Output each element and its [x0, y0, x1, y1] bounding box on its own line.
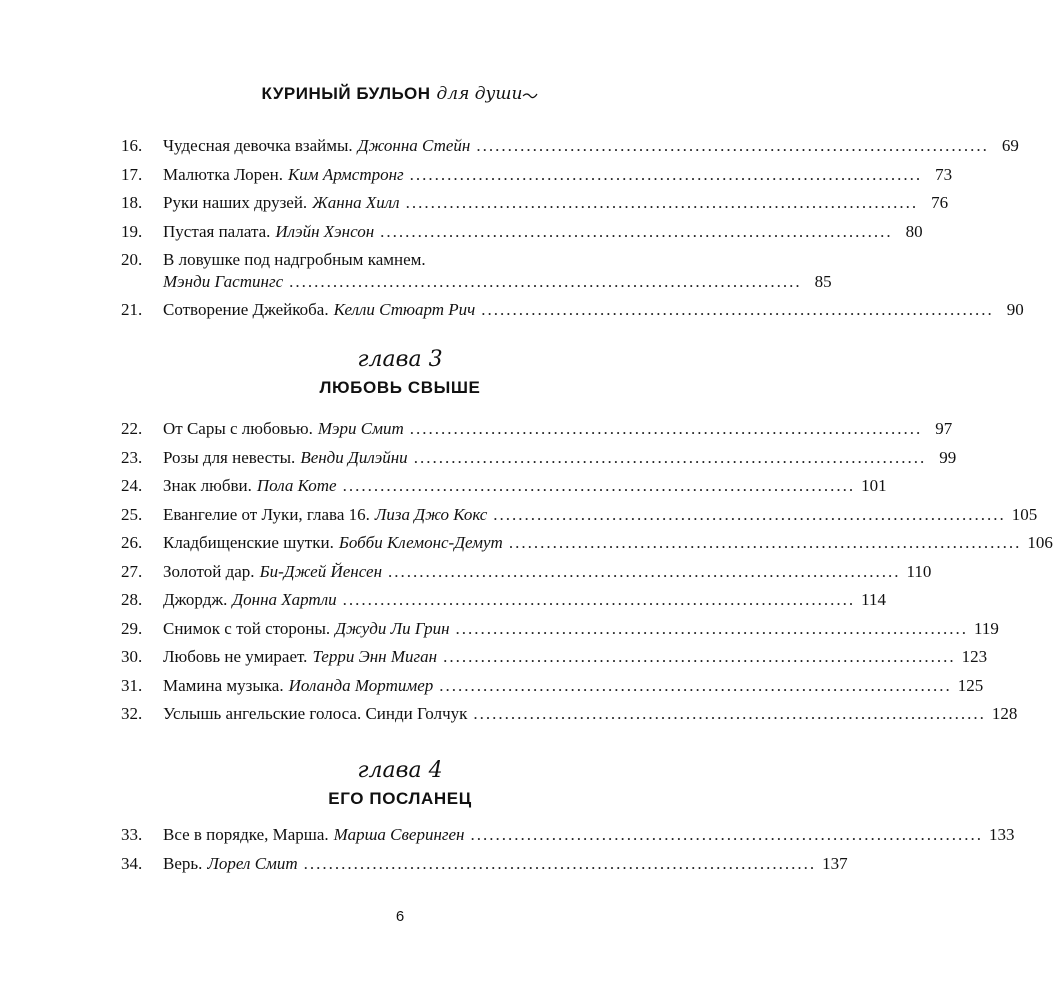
entry-title: Знак любви.	[163, 476, 252, 495]
entry-page: 137	[822, 853, 848, 873]
entry-page: 125	[957, 675, 984, 695]
entry-number: 31.	[121, 675, 143, 695]
leader-dots: ..................................................................................	[508, 533, 1022, 552]
toc-section-3	[121, 415, 1053, 729]
entry-author: Пола Коте	[256, 476, 337, 495]
leader-dots: ..................................................................................	[303, 853, 817, 873]
entry-page: 133	[988, 825, 1015, 844]
leader-dots: ..................................................................................	[409, 164, 923, 184]
entry-number: 19.	[121, 221, 143, 241]
entry-page: 85	[814, 272, 832, 291]
toc-entry-28[interactable]	[121, 586, 887, 615]
entry-author: Илэйн Хэнсон	[275, 221, 375, 241]
toc-section-1	[121, 132, 1024, 325]
entry-author: Лиза Джо Кокс	[374, 504, 488, 524]
leader-dots: ..................................................................................	[470, 825, 983, 844]
toc-entry-33[interactable]	[121, 821, 1015, 850]
entry-number: 20.	[121, 250, 143, 269]
entry-number: 25.	[121, 504, 143, 524]
entry-title: Чудесная девочка взаймы.	[163, 136, 353, 155]
entry-author: Ким Армстронг	[288, 164, 404, 184]
entry-title: Любовь не умирает.	[163, 647, 308, 666]
chapter-4-heading	[0, 757, 800, 813]
toc-entry-17[interactable]	[121, 161, 953, 190]
leader-dots: ..................................................................................	[388, 561, 901, 581]
chapter-3-heading	[0, 346, 800, 402]
entry-author: Венди Дилэйни	[300, 447, 408, 467]
entry-page: 73	[935, 164, 953, 184]
leader-dots: ..................................................................................	[409, 419, 923, 438]
entry-title: Мамина музыка.	[163, 675, 284, 695]
entry-author: Жанна Хилл	[312, 193, 400, 212]
leader-dots: ..................................................................................	[289, 272, 802, 291]
chapter-label: глава 4	[357, 758, 443, 783]
toc-entry-27[interactable]	[121, 558, 932, 587]
entry-number: 22.	[121, 419, 143, 438]
toc-entry-20[interactable]	[121, 246, 832, 296]
entry-title: Снимок с той стороны.	[163, 618, 331, 638]
toc-entry-21[interactable]	[121, 296, 1024, 325]
entry-number: 28.	[121, 590, 143, 609]
entry-title: Услышь ангельские голоса. Синди Голчук	[163, 704, 468, 723]
swash-ornament-icon	[522, 90, 538, 100]
toc-entry-18[interactable]	[121, 189, 949, 218]
toc-entry-19[interactable]	[121, 218, 923, 247]
leader-dots: ..................................................................................	[342, 590, 856, 609]
entry-title: Розы для невесты.	[163, 447, 296, 467]
leader-dots: ..................................................................................	[481, 300, 994, 319]
entry-title: Сотворение Джейкоба.	[163, 300, 329, 319]
leader-dots: ..................................................................................	[342, 476, 856, 495]
toc-entry-32[interactable]	[121, 700, 1018, 729]
chapter-label: глава 3	[357, 347, 443, 372]
page-number: 6	[395, 908, 405, 925]
leader-dots: ..................................................................................	[493, 504, 1006, 524]
running-head	[0, 84, 800, 104]
entry-author: Мэри Смит	[317, 419, 404, 438]
leader-dots: ..................................................................................	[443, 647, 956, 666]
toc-section-4	[121, 821, 1015, 878]
entry-number: 33.	[121, 825, 143, 844]
entry-title: Верь.	[163, 853, 203, 873]
entry-page: 110	[906, 561, 932, 581]
entry-author: Лорел Смит	[207, 853, 298, 873]
toc-entry-26[interactable]	[121, 529, 1053, 558]
entry-page: 76	[931, 193, 949, 212]
entry-number: 24.	[121, 476, 143, 495]
toc-entry-22[interactable]	[121, 415, 953, 444]
entry-page: 90	[1006, 300, 1024, 319]
leader-dots: ..................................................................................	[405, 193, 919, 212]
leader-dots: ..................................................................................	[473, 704, 986, 723]
entry-page: 99	[939, 447, 957, 467]
entry-number: 27.	[121, 561, 143, 581]
leader-dots: ..................................................................................	[413, 447, 927, 467]
entry-title: В ловушке под надгробным камнем.	[163, 250, 426, 269]
entry-author: Иоланда Мортимер	[288, 675, 434, 695]
entry-title: Пустая палата.	[163, 221, 271, 241]
entry-author: Терри Энн Миган	[312, 647, 438, 666]
entry-page: 123	[961, 647, 988, 666]
entry-title: От Сары с любовью.	[163, 419, 313, 438]
entry-title: Малютка Лорен.	[163, 164, 283, 184]
entry-number: 26.	[121, 533, 143, 552]
entry-page: 114	[861, 590, 887, 609]
entry-title: Кладбищенские шутки.	[163, 533, 334, 552]
entry-author: Келли Стюарт Рич	[333, 300, 476, 319]
entry-number: 21.	[121, 300, 143, 319]
entry-page: 97	[935, 419, 953, 438]
leader-dots: ..................................................................................	[439, 675, 952, 695]
toc-entry-25[interactable]	[121, 501, 1038, 530]
toc-entry-24[interactable]	[121, 472, 887, 501]
entry-number: 23.	[121, 447, 143, 467]
entry-page: 80	[905, 221, 923, 241]
entry-number: 17.	[121, 164, 143, 184]
entry-page: 101	[861, 476, 887, 495]
toc-entry-31[interactable]	[121, 672, 984, 701]
running-head-script: для души	[436, 84, 523, 104]
chapter-name: ЛЮБОВЬ СВЫШЕ	[319, 378, 481, 397]
chapter-name: ЕГО ПОСЛАНЕЦ	[328, 789, 472, 808]
entry-number: 18.	[121, 193, 143, 212]
toc-entry-30[interactable]	[121, 643, 988, 672]
entry-author: Бобби Клемонс-Демут	[338, 533, 503, 552]
entry-title: Золотой дар.	[163, 561, 255, 581]
toc-entry-23[interactable]	[121, 444, 957, 473]
entry-page: 119	[974, 618, 999, 638]
entry-author: Джонна Стейн	[357, 136, 471, 155]
running-head-title: КУРИНЫЙ БУЛЬОН	[261, 84, 431, 103]
entry-page: 69	[1001, 136, 1019, 155]
entry-title: Руки наших друзей.	[163, 193, 308, 212]
leader-dots: ..................................................................................	[380, 221, 893, 241]
leader-dots: ..................................................................................	[476, 136, 989, 155]
entry-number: 30.	[121, 647, 143, 666]
toc-entry-29[interactable]	[121, 615, 999, 644]
entry-title: Евангелие от Луки, глава 16.	[163, 504, 370, 524]
entry-number: 34.	[121, 853, 143, 873]
entry-number: 16.	[121, 136, 143, 155]
entry-title: Все в порядке, Марша.	[163, 825, 329, 844]
leader-dots: ..................................................................................	[455, 618, 969, 638]
entry-number: 29.	[121, 618, 143, 638]
entry-page: 106	[1027, 533, 1053, 552]
entry-page: 128	[991, 704, 1018, 723]
entry-author: Марша Сверинген	[333, 825, 465, 844]
entry-page: 105	[1011, 504, 1038, 524]
entry-number: 32.	[121, 704, 143, 723]
entry-author: Джуди Ли Грин	[335, 618, 450, 638]
entry-author: Би-Джей Йенсен	[259, 561, 383, 581]
entry-author: Мэнди Гастингс	[163, 272, 284, 291]
toc-entry-34[interactable]	[121, 850, 848, 879]
entry-author: Донна Хартли	[232, 590, 337, 609]
toc-entry-16[interactable]	[121, 132, 1019, 161]
entry-title: Джордж.	[163, 590, 228, 609]
